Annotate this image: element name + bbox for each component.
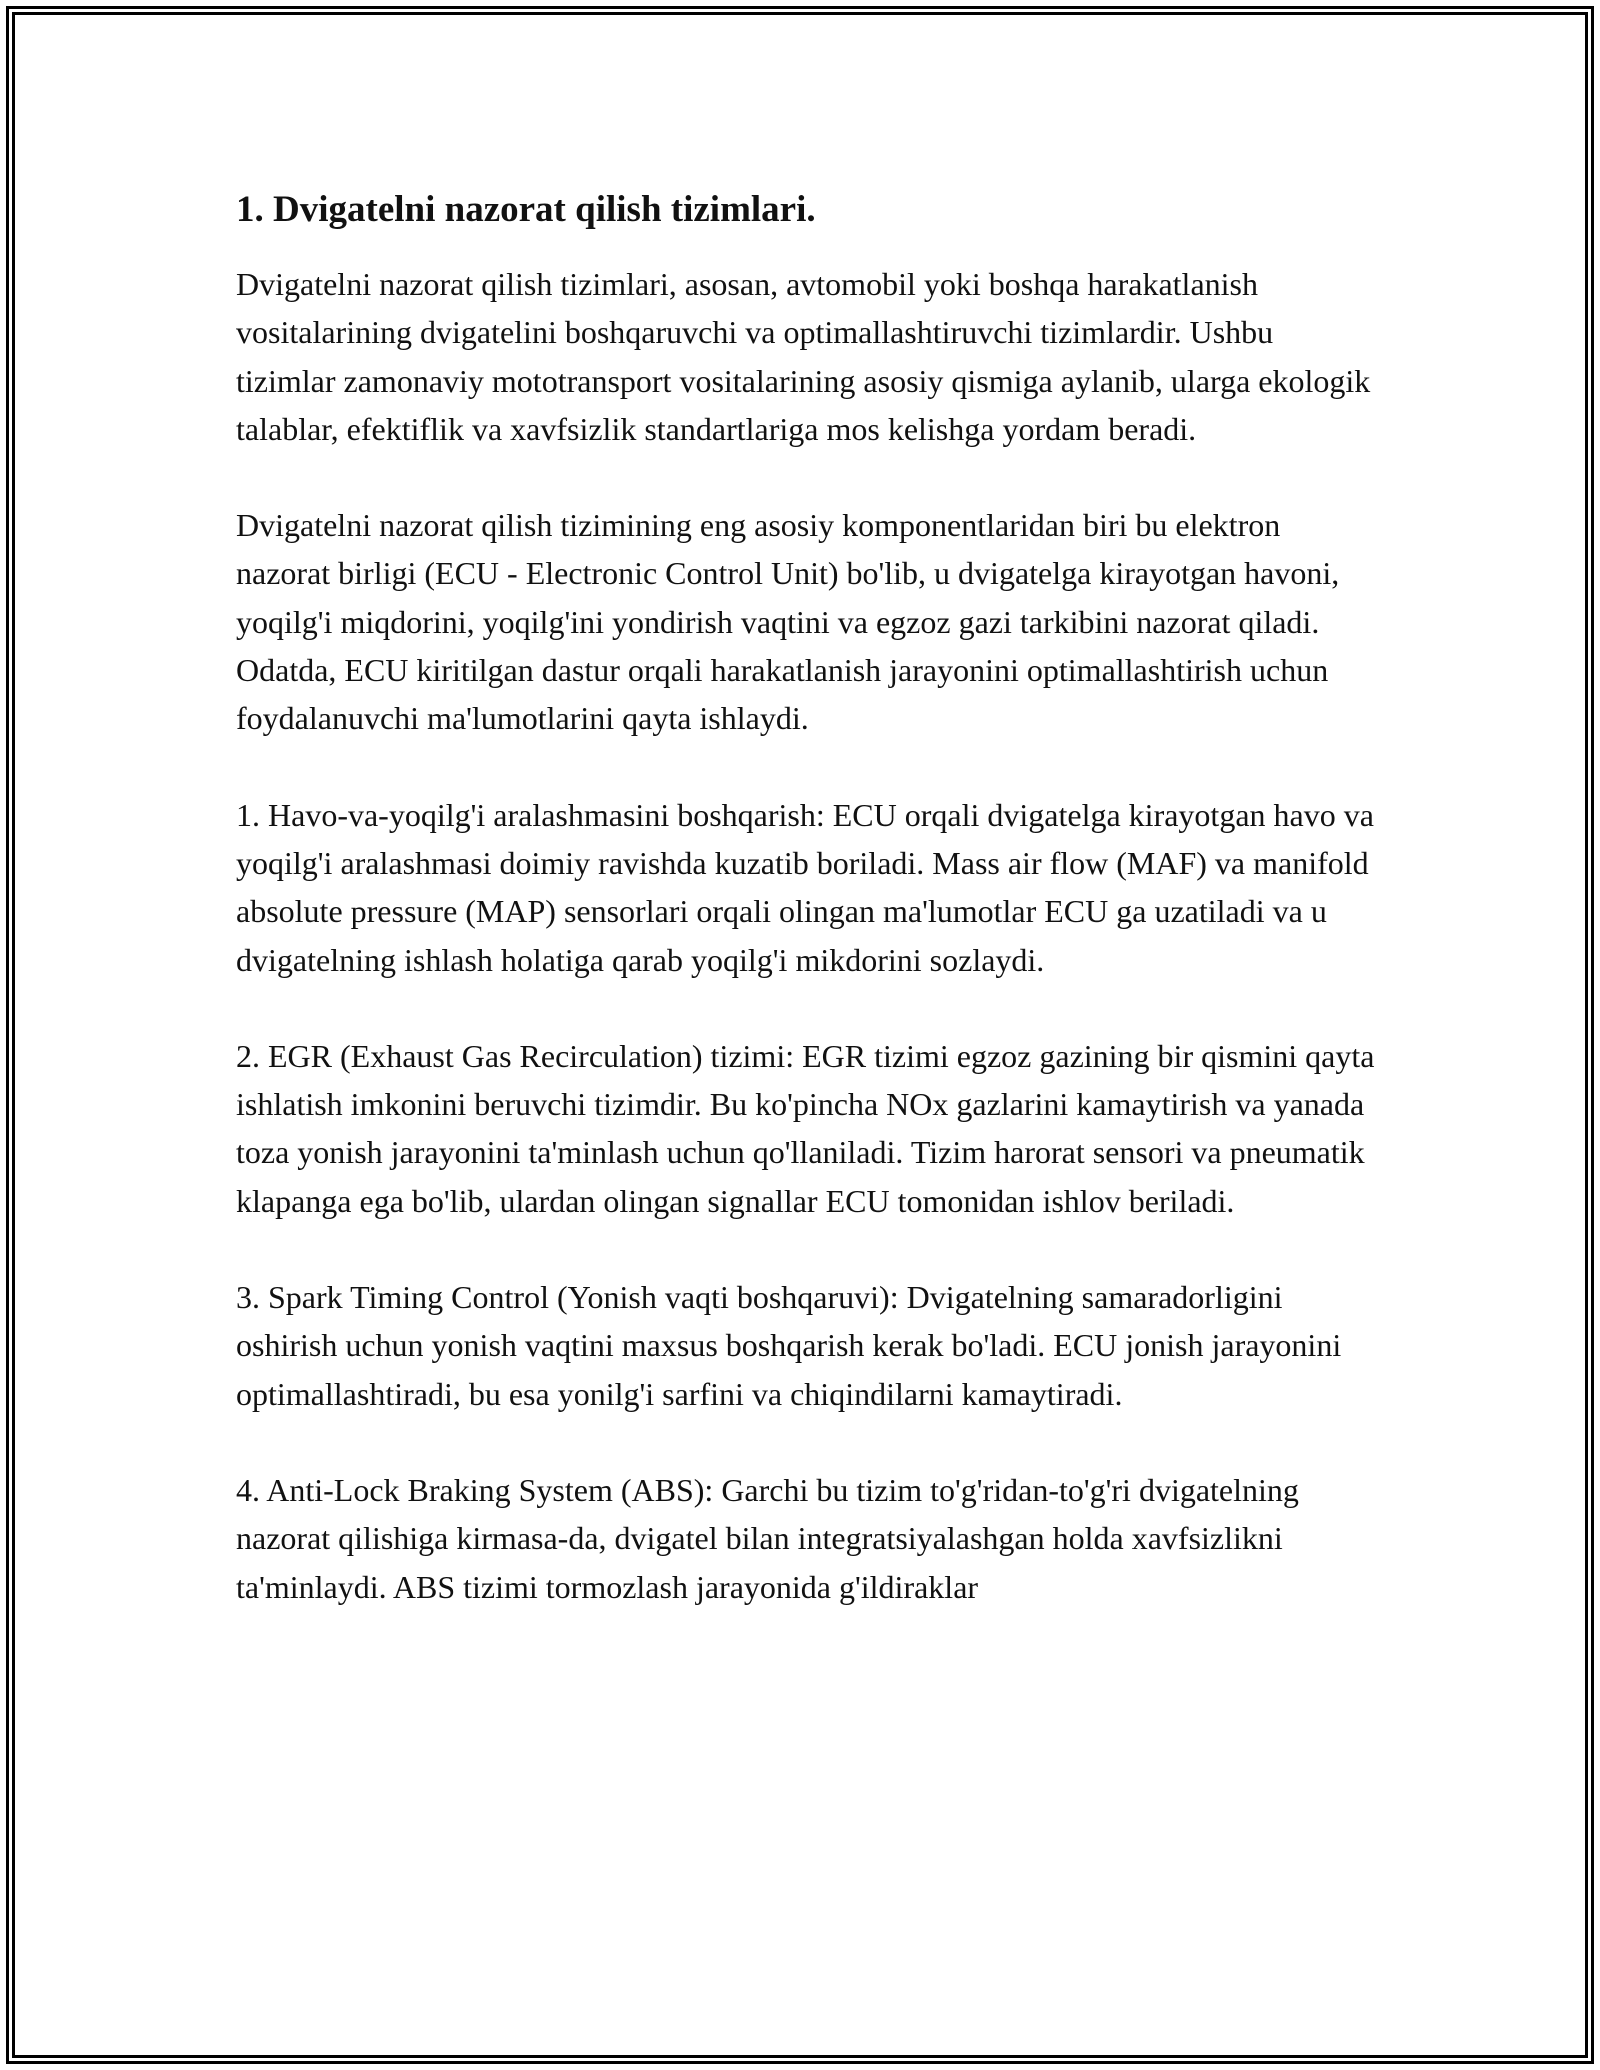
paragraph-spark-timing: 3. Spark Timing Control (Yonish vaqti boshqaruvi): Dvigatelning samaradorligini oshirish uchun yonish vaqtini maxsus boshqarish kerak bo'ladi. ECU jonish jarayonini optimallashtiradi, bu esa yonilg'i sarfini va chiqindilarni kamaytiradi.	[236, 1279, 1342, 1412]
paragraph-air-fuel: 1. Havo-va-yoqilg'i aralashmasini boshqarish: ECU orqali dvigatelga kirayotgan havo va yoqilg'i aralashmasi doimiy ravishda kuzatib boriladi. Mass air flow (MAF) va manifold absolute pressure (MAP) sensorlari orqali olingan ma'lumotlar ECU ga uzatiladi va u dvigatelning ishlash holatiga qarab yoqilg'i mikdorini sozlaydi.	[236, 796, 1374, 978]
paragraph-abs: 4. Anti-Lock Braking System (ABS): Garchi bu tizim to'g'ridan-to'g'ri dvigatelning nazorat qilishiga kirmasa-da, dvigatel bilan integratsiyalashgan holda xavfsizlikni ta'minlaydi. ABS tizimi tormozlash jarayonida g'ildiraklar	[236, 1471, 1299, 1605]
document-title: 1. Dvigatelni nazorat qilish tizimlari.	[236, 189, 816, 230]
paragraph-egr: 2. EGR (Exhaust Gas Recirculation) tizimi: EGR tizimi egzoz gazining bir qismini qayta ishlatish imkonini beruvchi tizimdir. Bu ko'pincha NOx gazlarini kamaytirish va yanada toza yonish jarayonini ta'minlash uchun qo'llaniladi. Tizim harorat sensori va pneumatik klapanga ega bo'lib, ulardan olingan signallar ECU tomonidan ishlov beriladi.	[236, 1037, 1375, 1219]
document-body	[236, 186, 1376, 1659]
paragraph-ecu: Dvigatelni nazorat qilish tizimining eng asosiy komponentlaridan biri bu elektron nazorat birligi (ECU - Electronic Control Unit) bo'lib, u dvigatelga kirayotgan havoni, yoqilg'i miqdorini, yoqilg'ini yondirish vaqtini va egzoz gazi tarkibini nazorat qiladi. Odatda, ECU kiritilgan dastur orqali harakatlanish jarayonini optimallashtirish uchun foydalanuvchi ma'lumotlarini qayta ishlaydi.	[236, 507, 1340, 737]
paragraph-intro: Dvigatelni nazorat qilish tizimlari, asosan, avtomobil yoki boshqa harakatlanish vositalarining dvigatelini boshqaruvchi va optimallashtiruvchi tizimlardir. Ushbu tizimlar zamonaviy mototransport vositalarining asosiy qismiga aylanib, ularga ekologik talablar, efektiflik va xavfsizlik standartlariga mos kelishga yordam beradi.	[236, 266, 1371, 447]
